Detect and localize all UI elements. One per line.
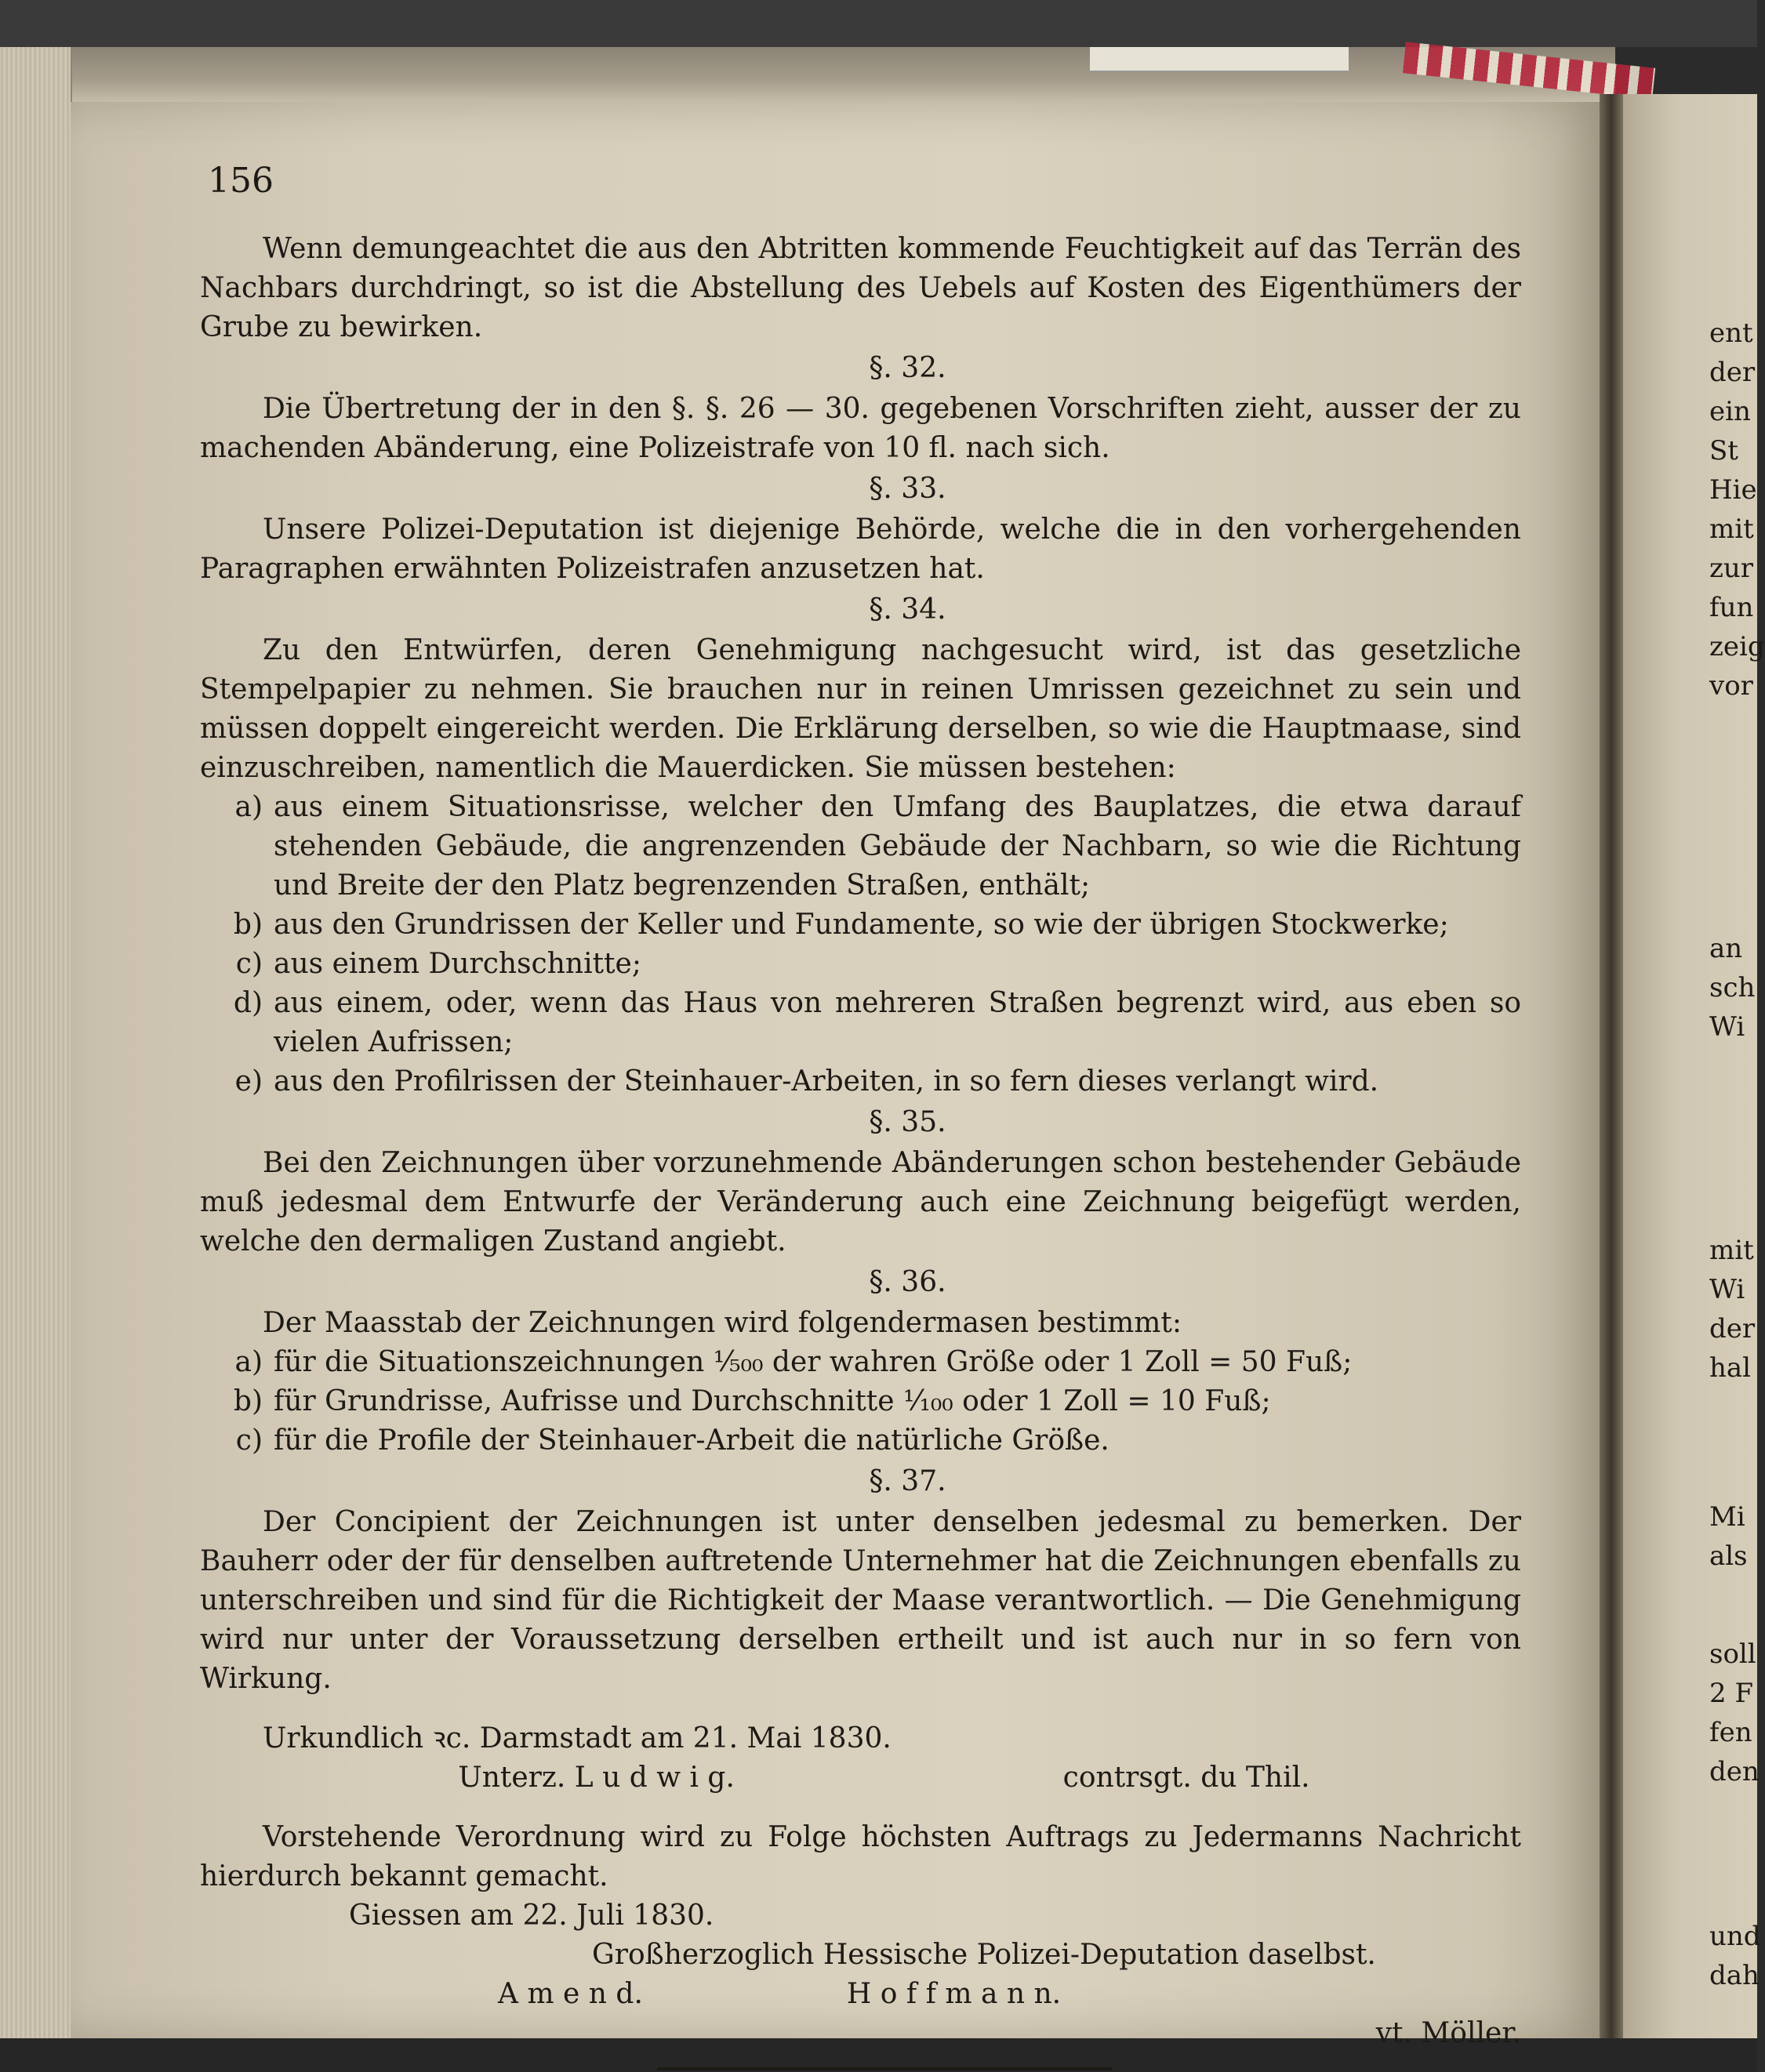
fragment: zur	[1709, 553, 1754, 584]
list-item-text: aus einem, oder, wenn das Haus von mehreren Straßen begrenzt wird, aus eben so vielen Aufrissen;	[274, 987, 1521, 1058]
list-item-text: aus einem Situationsrisse, welcher den Umfang des Bauplatzes, die etwa darauf stehenden Gebäude, die angrenzenden Gebäude der Nachbarn, so wie die Richtung und Breite der den Platz begrenzenden Straßen, enthält;	[274, 791, 1521, 902]
fragment: Wi	[1709, 1011, 1745, 1043]
list-item-label: a)	[234, 1346, 263, 1378]
fragment: Hie	[1709, 474, 1757, 506]
page-number: 156	[208, 161, 274, 201]
fragment: sch	[1709, 972, 1756, 1003]
list-item-label: b)	[233, 909, 263, 941]
color-ruler	[1090, 47, 1349, 72]
next-page-fragments-1	[1709, 314, 1765, 706]
section-35-heading: §. 35.	[869, 1106, 946, 1138]
section-37-heading: §. 37.	[869, 1465, 946, 1497]
book-gutter	[1600, 94, 1623, 2038]
next-page-fragments-6	[1709, 1917, 1761, 1995]
intro-paragraph: Wenn demungeachtet die aus den Abtritten kommende Feuchtigkeit auf das Terrän des Nachbars durchdringt, so ist die Abstellung des Uebels auf Kosten des Eigenthümers der Grube zu bewirken.	[200, 233, 1521, 343]
page-text	[200, 161, 1521, 2070]
section-33-text: Unsere Polizei-Deputation ist diejenige Behörde, welche die in den vorhergehenden Paragraphen erwähnten Polizeistrafen anzusetzen hat.	[200, 513, 1521, 585]
fragment: mit	[1709, 513, 1754, 545]
list-item-text: für die Situationszeichnungen ¹⁄₅₀₀ der wahren Größe oder 1 Zoll = 50 Fuß;	[274, 1346, 1353, 1378]
section-37-text: Der Concipient der Zeichnungen ist unter denselben jedesmal zu bemerken. Der Bauherr oder der für denselben auftretende Unternehmer hat die Zeichnungen ebenfalls zu unterschreiben und sind für die Richtigkeit der Maase verantwortlich. — Die Genehmigung wird nur unter der Voraussetzung derselben ertheilt und ist auch nur in so fern von Wirkung.	[200, 1506, 1521, 1695]
fragment: dah	[1709, 1960, 1760, 1991]
fragment: St	[1709, 435, 1738, 466]
list-item-label: b)	[233, 1385, 263, 1417]
fragment: den	[1709, 1756, 1760, 1787]
next-page-fragments-3	[1709, 1231, 1757, 1388]
list-item	[200, 945, 1521, 984]
signature-left: Unterz. L u d w i g.	[458, 1762, 735, 1794]
fragment: 2 F	[1709, 1678, 1754, 1709]
page-edges	[0, 47, 72, 2038]
section-35-text: Bei den Zeichnungen über vorzunehmende Abänderungen schon bestehender Gebäude muß jedesmal dem Entwurfe der Veränderung auch eine Zeichnung beigefügt werden, welche den dermaligen Zustand angiebt.	[200, 1147, 1521, 1257]
fragment: vor	[1709, 670, 1753, 702]
page-stack-top	[0, 47, 1615, 102]
section-33-heading: §. 33.	[869, 473, 946, 505]
fragment: hal	[1709, 1352, 1752, 1384]
fragment: mit	[1709, 1235, 1754, 1266]
official-moeller: vt. Möller.	[1375, 2017, 1521, 2049]
list-item-label: c)	[235, 948, 263, 980]
list-item-label: d)	[233, 987, 263, 1019]
signature-right: contrsgt. du Thil.	[1062, 1762, 1310, 1794]
fragment: ent	[1709, 318, 1753, 349]
fragment: fen	[1709, 1717, 1752, 1748]
next-page-fragments-4	[1709, 1497, 1757, 1576]
fragment: an	[1709, 933, 1743, 964]
list-item	[200, 1421, 1521, 1461]
section-34-heading: §. 34.	[869, 593, 946, 626]
fragment: und	[1709, 1921, 1761, 1952]
list-item	[200, 788, 1521, 905]
fragment: der	[1709, 357, 1756, 388]
list-item	[200, 984, 1521, 1062]
fragment: als	[1709, 1540, 1748, 1572]
fragment: Wi	[1709, 1274, 1745, 1305]
fragment: Mi	[1709, 1501, 1745, 1533]
fragment: zeig	[1709, 631, 1765, 662]
fragment: fun	[1709, 592, 1754, 623]
signature-row	[200, 1758, 1521, 1798]
official-amend: A m e n d.	[498, 1978, 643, 2010]
fragment: ein	[1709, 396, 1751, 427]
section-32-heading: §. 32.	[869, 352, 946, 384]
closing-line: Urkundlich ꝛc. Darmstadt am 21. Mai 1830.	[263, 1722, 892, 1754]
list-item-text: aus den Grundrissen der Keller und Fundamente, so wie der übrigen Stockwerke;	[274, 909, 1449, 941]
official-hoffmann: H o f f m a n n.	[846, 1978, 1062, 2010]
list-item-label: a)	[234, 791, 263, 823]
issuing-authority: Großherzoglich Hessische Polizei-Deputation daselbst.	[592, 1939, 1376, 1971]
place-date: Giessen am 22. Juli 1830.	[349, 1900, 714, 1932]
section-34-text: Zu den Entwürfen, deren Genehmigung nachgesucht wird, ist das gesetzliche Stempelpapier zu nehmen. Sie brauchen nur in reinen Umrissen gezeichnet zu sein und müssen doppelt eingereicht werden. Die Erklärung derselben, so wie die Hauptmaase, sind einzuschreiben, namentlich die Mauerdicken. Sie müssen bestehen:	[200, 634, 1521, 784]
list-item	[200, 1343, 1521, 1382]
section-32-text: Die Übertretung der in den §. §. 26 — 30. gegebenen Vorschriften zieht, ausser der zu machenden Abänderung, eine Polizeistrafe von 10 fl. nach sich.	[200, 393, 1521, 464]
next-page-fragments-5	[1709, 1635, 1760, 1791]
fragment: der	[1709, 1313, 1756, 1344]
section-36-heading: §. 36.	[869, 1266, 946, 1298]
list-item-text: für Grundrisse, Aufrisse und Durchschnitte ¹⁄₁₀₀ oder 1 Zoll = 10 Fuß;	[274, 1385, 1271, 1417]
list-item	[200, 905, 1521, 945]
list-item-text: aus den Profilrissen der Steinhauer-Arbeiten, in so fern dieses verlangt wird.	[274, 1065, 1379, 1098]
notice-paragraph: Vorstehende Verordnung wird zu Folge höchsten Auftrags zu Jedermanns Nachricht hierdurch bekannt gemacht.	[200, 1821, 1521, 1892]
list-item-text: für die Profile der Steinhauer-Arbeit die natürliche Größe.	[274, 1424, 1109, 1457]
list-item	[200, 1062, 1521, 1101]
list-item-text: aus einem Durchschnitte;	[274, 948, 641, 980]
officials-row	[200, 1975, 1521, 2014]
next-page-fragments-2	[1709, 929, 1757, 1047]
list-item-label: e)	[234, 1065, 263, 1098]
list-item-label: c)	[235, 1424, 263, 1457]
closing-rule	[657, 2067, 1112, 2070]
list-item	[200, 1382, 1521, 1421]
fragment: soll	[1709, 1638, 1756, 1670]
section-36-text: Der Maasstab der Zeichnungen wird folgendermasen bestimmt:	[263, 1307, 1182, 1339]
